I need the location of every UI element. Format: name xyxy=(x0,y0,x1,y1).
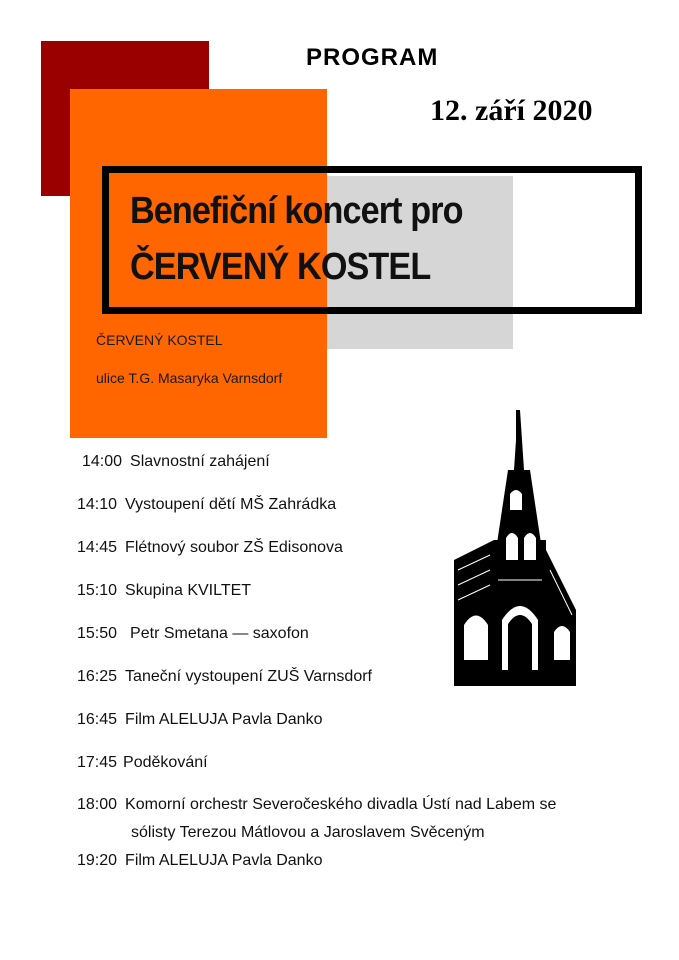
schedule-item xyxy=(77,582,251,600)
program-heading: PROGRAM xyxy=(306,44,439,71)
event-date: 12. září 2020 xyxy=(430,94,593,127)
venue-address: ulice T.G. Masaryka Varnsdorf xyxy=(96,370,283,386)
schedule-time: 14:10 xyxy=(77,496,118,513)
schedule-act: Film ALELUJA Pavla Danko xyxy=(125,852,323,869)
concert-title-line-1: Benefiční koncert pro xyxy=(130,190,463,232)
concert-title-line-2: ČERVENÝ KOSTEL xyxy=(130,246,431,288)
schedule-time: 14:45 xyxy=(77,539,118,556)
schedule-act: Slavnostní zahájení xyxy=(130,453,270,470)
schedule-act: Vystoupení dětí MŠ Zahrádka xyxy=(125,496,337,513)
schedule-act: Flétnový soubor ZŠ Edisonova xyxy=(125,539,343,556)
schedule-item xyxy=(77,754,208,772)
schedule-act: Poděkování xyxy=(123,754,208,771)
schedule-item xyxy=(77,625,309,643)
schedule-time: 15:10 xyxy=(77,582,118,599)
schedule-item xyxy=(77,796,556,814)
schedule-time: 17:45 xyxy=(77,754,118,771)
schedule-item xyxy=(82,453,270,471)
schedule-time: 16:45 xyxy=(77,711,118,728)
schedule-act: Film ALELUJA Pavla Danko xyxy=(125,711,323,728)
venue-name: ČERVENÝ KOSTEL xyxy=(96,332,223,348)
schedule-act: Komorní orchestr Severočeského divadla Ústí nad Labem se xyxy=(125,796,557,813)
schedule-item xyxy=(77,711,322,729)
schedule-item xyxy=(77,539,343,557)
schedule-time: 18:00 xyxy=(77,796,118,813)
schedule-time: 19:20 xyxy=(77,852,118,869)
schedule-time: 16:25 xyxy=(77,668,118,685)
schedule-time: 14:00 xyxy=(82,453,123,470)
schedule-item xyxy=(77,496,336,514)
church-silhouette-icon xyxy=(450,410,580,688)
schedule-time: 15:50 xyxy=(77,625,118,642)
title-frame xyxy=(102,166,642,314)
schedule-act: Taneční vystoupení ZUŠ Varnsdorf xyxy=(125,668,372,685)
schedule-item xyxy=(77,668,372,686)
schedule-act: sólisty Terezou Mátlovou a Jaroslavem Svěceným xyxy=(131,824,485,841)
schedule-item-continuation xyxy=(131,824,485,842)
schedule-item xyxy=(77,852,322,870)
schedule-act: Petr Smetana — saxofon xyxy=(130,625,309,642)
schedule-act: Skupina KVILTET xyxy=(125,582,252,599)
